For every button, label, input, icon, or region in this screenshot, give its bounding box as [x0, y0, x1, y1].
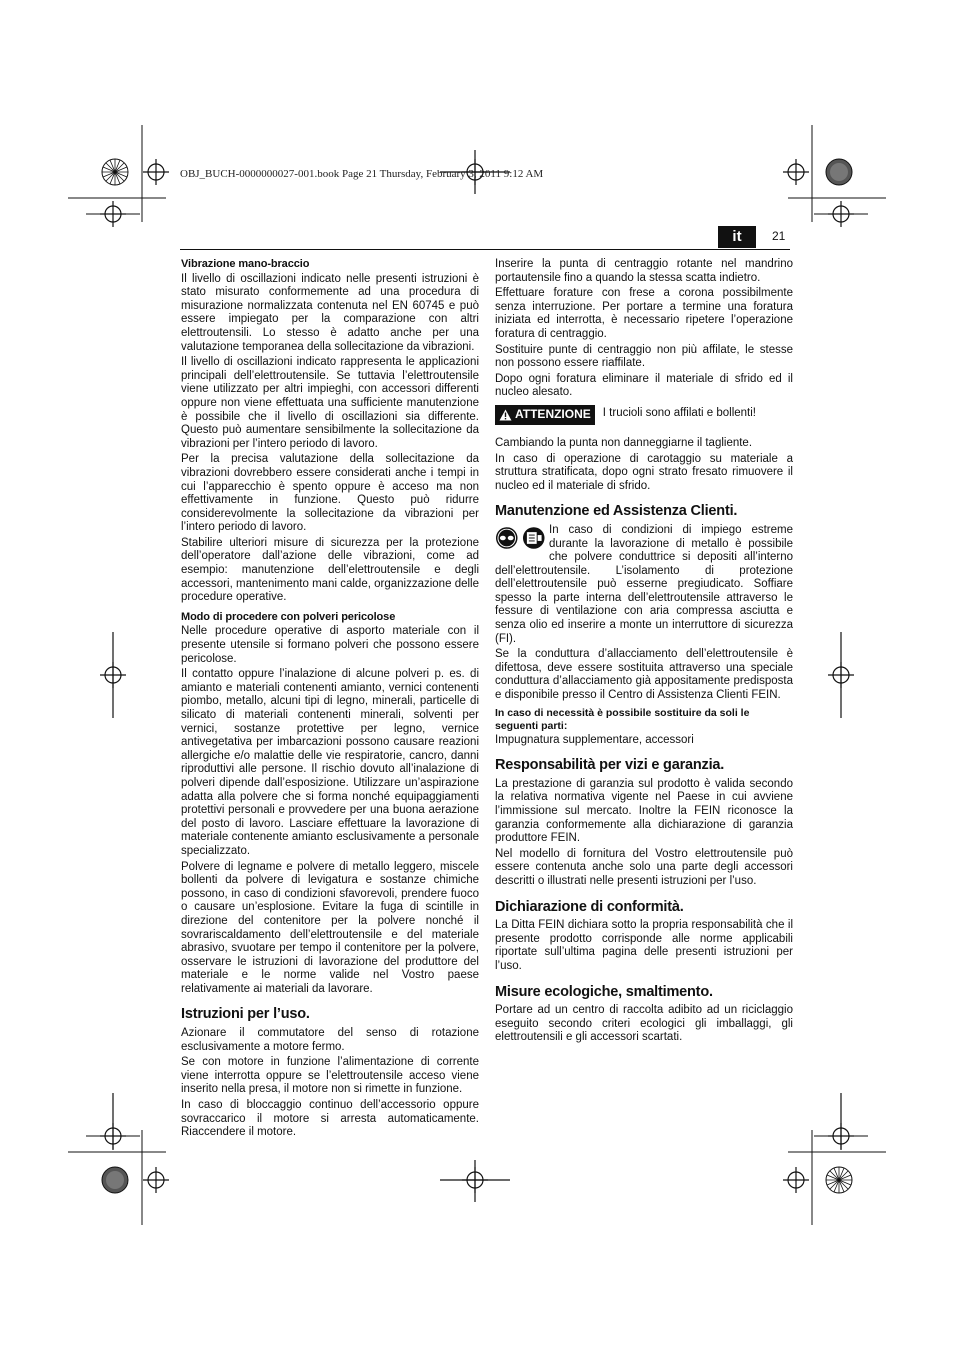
paragraph: Sostituire punte di centraggio non più affilate, le stesse non possono essere riaffilate.: [495, 343, 793, 370]
warning-text: I trucioli sono affilati e bollenti!: [602, 406, 756, 419]
right-column: [495, 258, 793, 1047]
section-title-warranty: Responsabilità per vizi e garanzia.: [495, 757, 725, 774]
read-manual-icon: [522, 526, 546, 550]
language-tab: it: [718, 226, 756, 248]
paragraph: Stabilire ulteriori misure di sicurezza per la protezione dell’operatore dall’azione delle vibrazioni, come ad esempio: manutenzione dell’elettroutensile e degli accessori, mantenimento mani calde, organizzazione delle procedure operative.: [181, 536, 479, 604]
section-title-conformity: Dichiarazione di conformità.: [495, 898, 684, 915]
section-title-dust: Modo di procedere con polveri pericolose: [181, 610, 396, 623]
paragraph: Impugnatura supplementare, accessori: [495, 733, 694, 746]
paragraph: Il contatto oppure l’inalazione di alcune polveri p. es. di amianto e materiali contenenti amianto, vernici contenenti piombo, metallo, alcuni tipi di legno, minerali, particelle di silicato di materiali contenenti minerali, solventi per vernici, sostanze protettive per legno, vernice antivegetativa per imbarcazioni possono causare reazioni allergiche e/o malattie delle vie respiratorie, cancro, danni riproduttivi alle persone. Il rischio dovuto all’inalazione di polveri dipende dall’esposizione. Utilizzare un’aspirazione adatta alla polvere che si forma nonché equipaggiamenti protettivi personali e provvedere per una buona aerazione del posto di lavoro. Lasciare effettuare la lavorazione di materiale contenente amianto esclusivamente a personale specializzato.: [181, 668, 479, 857]
paragraph: Nelle procedure operative di asporto materiale con il presente utensile si formano polveri che possono essere pericolose.: [181, 625, 479, 665]
eye-protection-icon: [495, 526, 519, 550]
left-column: [181, 258, 479, 1142]
paragraph: Cambiando la punta non danneggiarne il tagliente.: [495, 436, 753, 449]
paragraph: Dopo ogni foratura eliminare il materiale di sfrido ed il nucleo alesato.: [495, 372, 793, 399]
paragraph: Inserire la punta di centraggio rotante nel mandrino portautensile fino a quando la stessa scatta indietro.: [495, 258, 793, 284]
section-title-maintenance: Manutenzione ed Assistenza Clienti.: [495, 503, 738, 520]
warning-triangle-icon: [499, 409, 512, 421]
paragraph: Per la precisa valutazione della sollecitazione da vibrazioni dovrebbero essere considerati anche i tempi in cui l’apparecchio è spento oppure è acceso ma non effettivamente in funzione. Questo può ridurre considerevolmente la sollecitazione da vibrazioni per l’intero periodo di lavoro.: [181, 453, 479, 534]
section-title-vibration: Vibrazione mano-braccio: [181, 258, 310, 270]
paragraph: Azionare il commutatore del senso di rotazione esclusivamente a motore fermo.: [181, 1027, 479, 1053]
paragraph: Polvere di legname e polvere di metallo leggero, miscele bollenti da polvere di levigatura e sostanze chimiche possono, in caso di condizioni sfavorevoli, prendere fuoco o causare un’esplosione. Evitare la fuga di scintille in direzione del contenitore per la polvere nonché il sovrariscaldamento dell’elettroutensile e del materiale abrasivo, svuotare per tempo il contenitore per la polvere, osservare le istruzioni di lavorazione del produttore del materiale e le norme valide nel Vostro paese relativamente ai materiali da lavorare.: [181, 860, 479, 995]
maintenance-block: [495, 524, 793, 646]
paragraph: In caso di bloccaggio continuo dell’accessorio oppure sovraccarico il motore si arresta automaticamente. Riaccendere il motore.: [181, 1099, 479, 1139]
maintenance-icons: [495, 526, 545, 552]
paragraph: Se la conduttura d’allacciamento dell’elettroutensile è difettosa, deve essere sostituita attraverso una speciale conduttura d’allacciamento già appositamente predisposta e disponibile presso il Centro di Assistenza Clienti FEIN.: [495, 648, 793, 702]
paragraph: Portare ad un centro di raccolta adibito ad un riciclaggio eseguito secondo criteri ecologici gli imballaggi, gli elettroutensili e gli accessori scartati.: [495, 1004, 793, 1044]
paragraph: La Ditta FEIN dichiara sotto la propria responsabilità che il presente prodotto corrisponde alle norme applicabili riportate sull’ultima pagina delle presenti istruzioni per l’uso.: [495, 919, 793, 972]
paragraph: In caso di condizioni di impiego estreme durante la lavorazione di metallo è possibile che polvere conduttrice si depositi all’interno dell’elettroutensile. L’isolamento di protezione dell’elettroutensile può esserne pregiudicato. Soffiare spesso la parte interna dell’elettroutensile attraverso le fessure di ventilazione con aria compressa asciutta e senza olio ed inserire a monte un interruttore di sicurezza (FI).: [495, 523, 793, 645]
section-title-disposal: Misure ecologiche, smaltimento.: [495, 983, 713, 1000]
paragraph: La prestazione di garanzia sul prodotto è valida secondo la relativa normativa vigente nel Paese in cui avviene l’immissione sul mercato. Inoltre la FEIN riconosce la garanzia conformemente alla dichiarazione di garanzia produttore FEIN.: [495, 777, 793, 845]
warning-label: ATTENZIONE: [515, 407, 591, 422]
print-slug: OBJ_BUCH-0000000027-001.book Page 21 Thursday, February 3, 2011 9:12 AM: [180, 168, 544, 180]
paragraph: Il livello di oscillazioni indicato rappresenta le applicazioni principali dell’elettroutensile. Se tuttavia l’elettroutensile viene utilizzato per altri impieghi, con accessori differenti oppure non viene effettuata una sufficiente manutenzione è possibile che il livello di oscillazioni sia differente. Questo può aumentare sensibilmente la sollecitazione da vibrazioni per l’intero periodo di lavoro.: [181, 356, 479, 450]
paragraph: Se con motore in funzione l’alimentazione di corrente viene interrotta oppure se l’elettroutensile acceso viene inserito nella presa, il motore non si rimette in funzione.: [181, 1056, 479, 1096]
page-number: 21: [772, 229, 786, 243]
paragraph: In caso di operazione di carotaggio su materiale a struttura stratificata, dopo ogni strato fresato rimuovere il nucleo ed il materiale di sfrido.: [495, 452, 793, 492]
paragraph: Il livello di oscillazioni indicato nelle presenti istruzioni è stato misurato conformemente ad una procedura di misurazione normalizzata contenuta nel EN 60745 e può essere impiegato per la comparazione con altri elettroutensili. Lo stesso è adatto anche per una valutazione temporanea della sollecitazione da vibrazioni.: [181, 272, 479, 353]
warning-notice: [495, 405, 793, 425]
replaceable-parts-heading: In caso di necessità è possibile sostituire da soli le seguenti parti:: [495, 706, 750, 732]
paragraph: Nel modello di fornitura del Vostro elettroutensile può essere contenuta anche solo una parte degli accessori descritti o illustrati nelle presenti istruzioni per l’uso.: [495, 847, 793, 887]
section-title-usage: Istruzioni per l’uso.: [181, 1006, 310, 1023]
paragraph: Effettuare forature con frese a corona possibilmente senza interruzione. Per portare a termine una foratura iniziata ed interrotta, è necessario ripetere l’operazione foratura di centraggio.: [495, 287, 793, 340]
header-rule: [180, 249, 790, 250]
warning-badge: [495, 405, 595, 425]
